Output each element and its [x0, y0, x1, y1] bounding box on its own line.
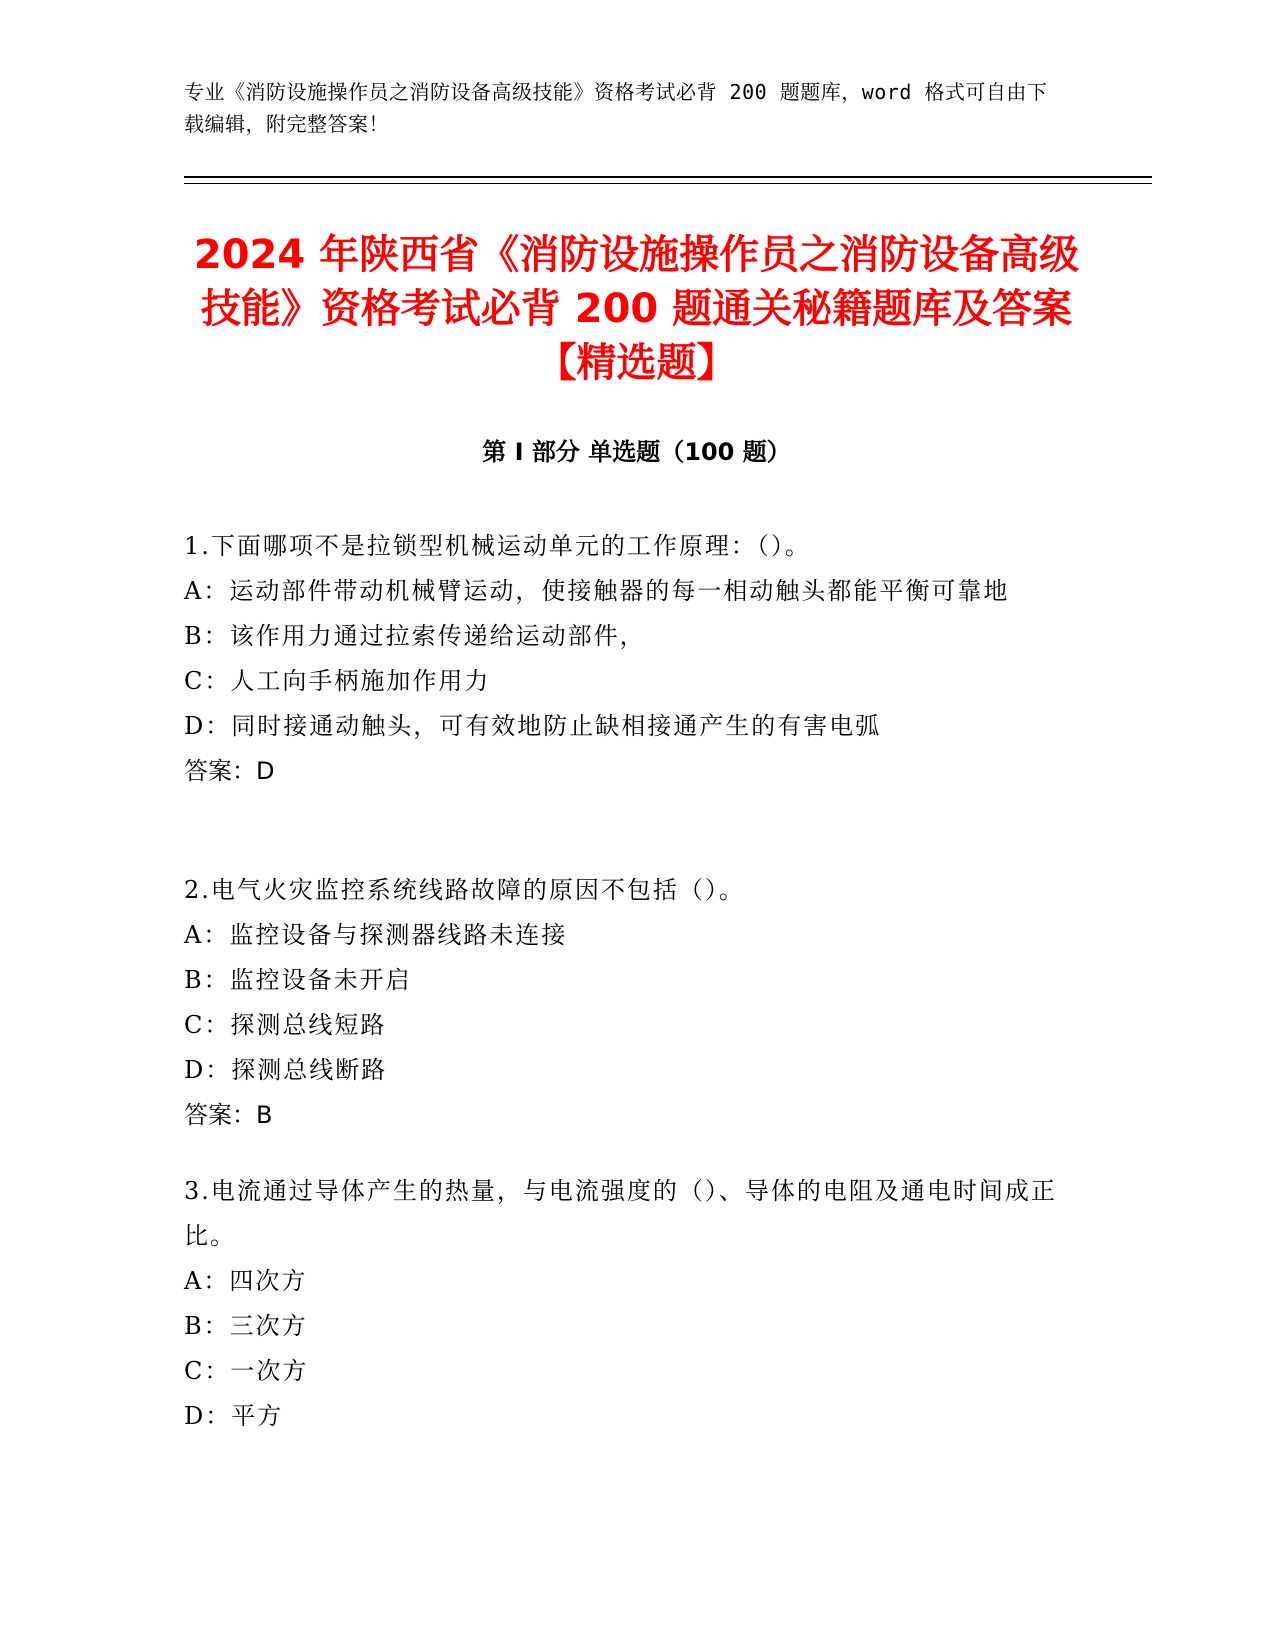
- option-a: A：监控设备与探测器线路未连接: [184, 921, 568, 949]
- option-d: D：探测总线断路: [184, 1056, 388, 1084]
- option-c: C：人工向手柄施加作用力: [184, 667, 491, 695]
- option-a: A：四次方: [184, 1267, 308, 1295]
- question-2: [184, 868, 1064, 1138]
- option-b: B：监控设备未开启: [184, 966, 412, 994]
- header-rule-thin: [184, 183, 1152, 184]
- option-d: D：同时接通动触头，可有效地防止缺相接通产生的有害电弧: [184, 712, 882, 740]
- option-b: B：三次方: [184, 1312, 308, 1340]
- option-a: A：运动部件带动机械臂运动，使接触器的每一相动触头都能平衡可靠地: [184, 577, 1010, 605]
- question-stem: 2.电气火灾监控系统线路故障的原因不包括（）。: [184, 876, 745, 904]
- answer: 答案：D: [184, 757, 275, 785]
- question-3: [184, 1169, 1064, 1439]
- document-title: 2024 年陕西省《消防设施操作员之消防设备高级技能》资格考试必背 200 题通关秘籍题库及答案【精选题】: [193, 232, 1080, 386]
- option-c: C：一次方: [184, 1357, 309, 1385]
- question-stem: 3.电流通过导体产生的热量，与电流强度的（）、导体的电阻及通电时间成正比。: [184, 1177, 1057, 1250]
- header-rule-thick: [184, 176, 1152, 178]
- header-note: 专业《消防设施操作员之消防设备高级技能》资格考试必背 200 题题库，word 格式可自由下载编辑，附完整答案！: [184, 80, 1048, 136]
- option-c: C：探测总线短路: [184, 1011, 387, 1039]
- question-stem: 1.下面哪项不是拉锁型机械运动单元的工作原理：（）。: [184, 532, 811, 560]
- answer: 答案：B: [184, 1101, 273, 1129]
- option-d: D：平方: [184, 1402, 284, 1430]
- option-b: B：该作用力通过拉索传递给运动部件，: [184, 622, 646, 650]
- question-1: [184, 524, 1064, 794]
- section-title: 第 I 部分 单选题（100 题）: [482, 438, 791, 466]
